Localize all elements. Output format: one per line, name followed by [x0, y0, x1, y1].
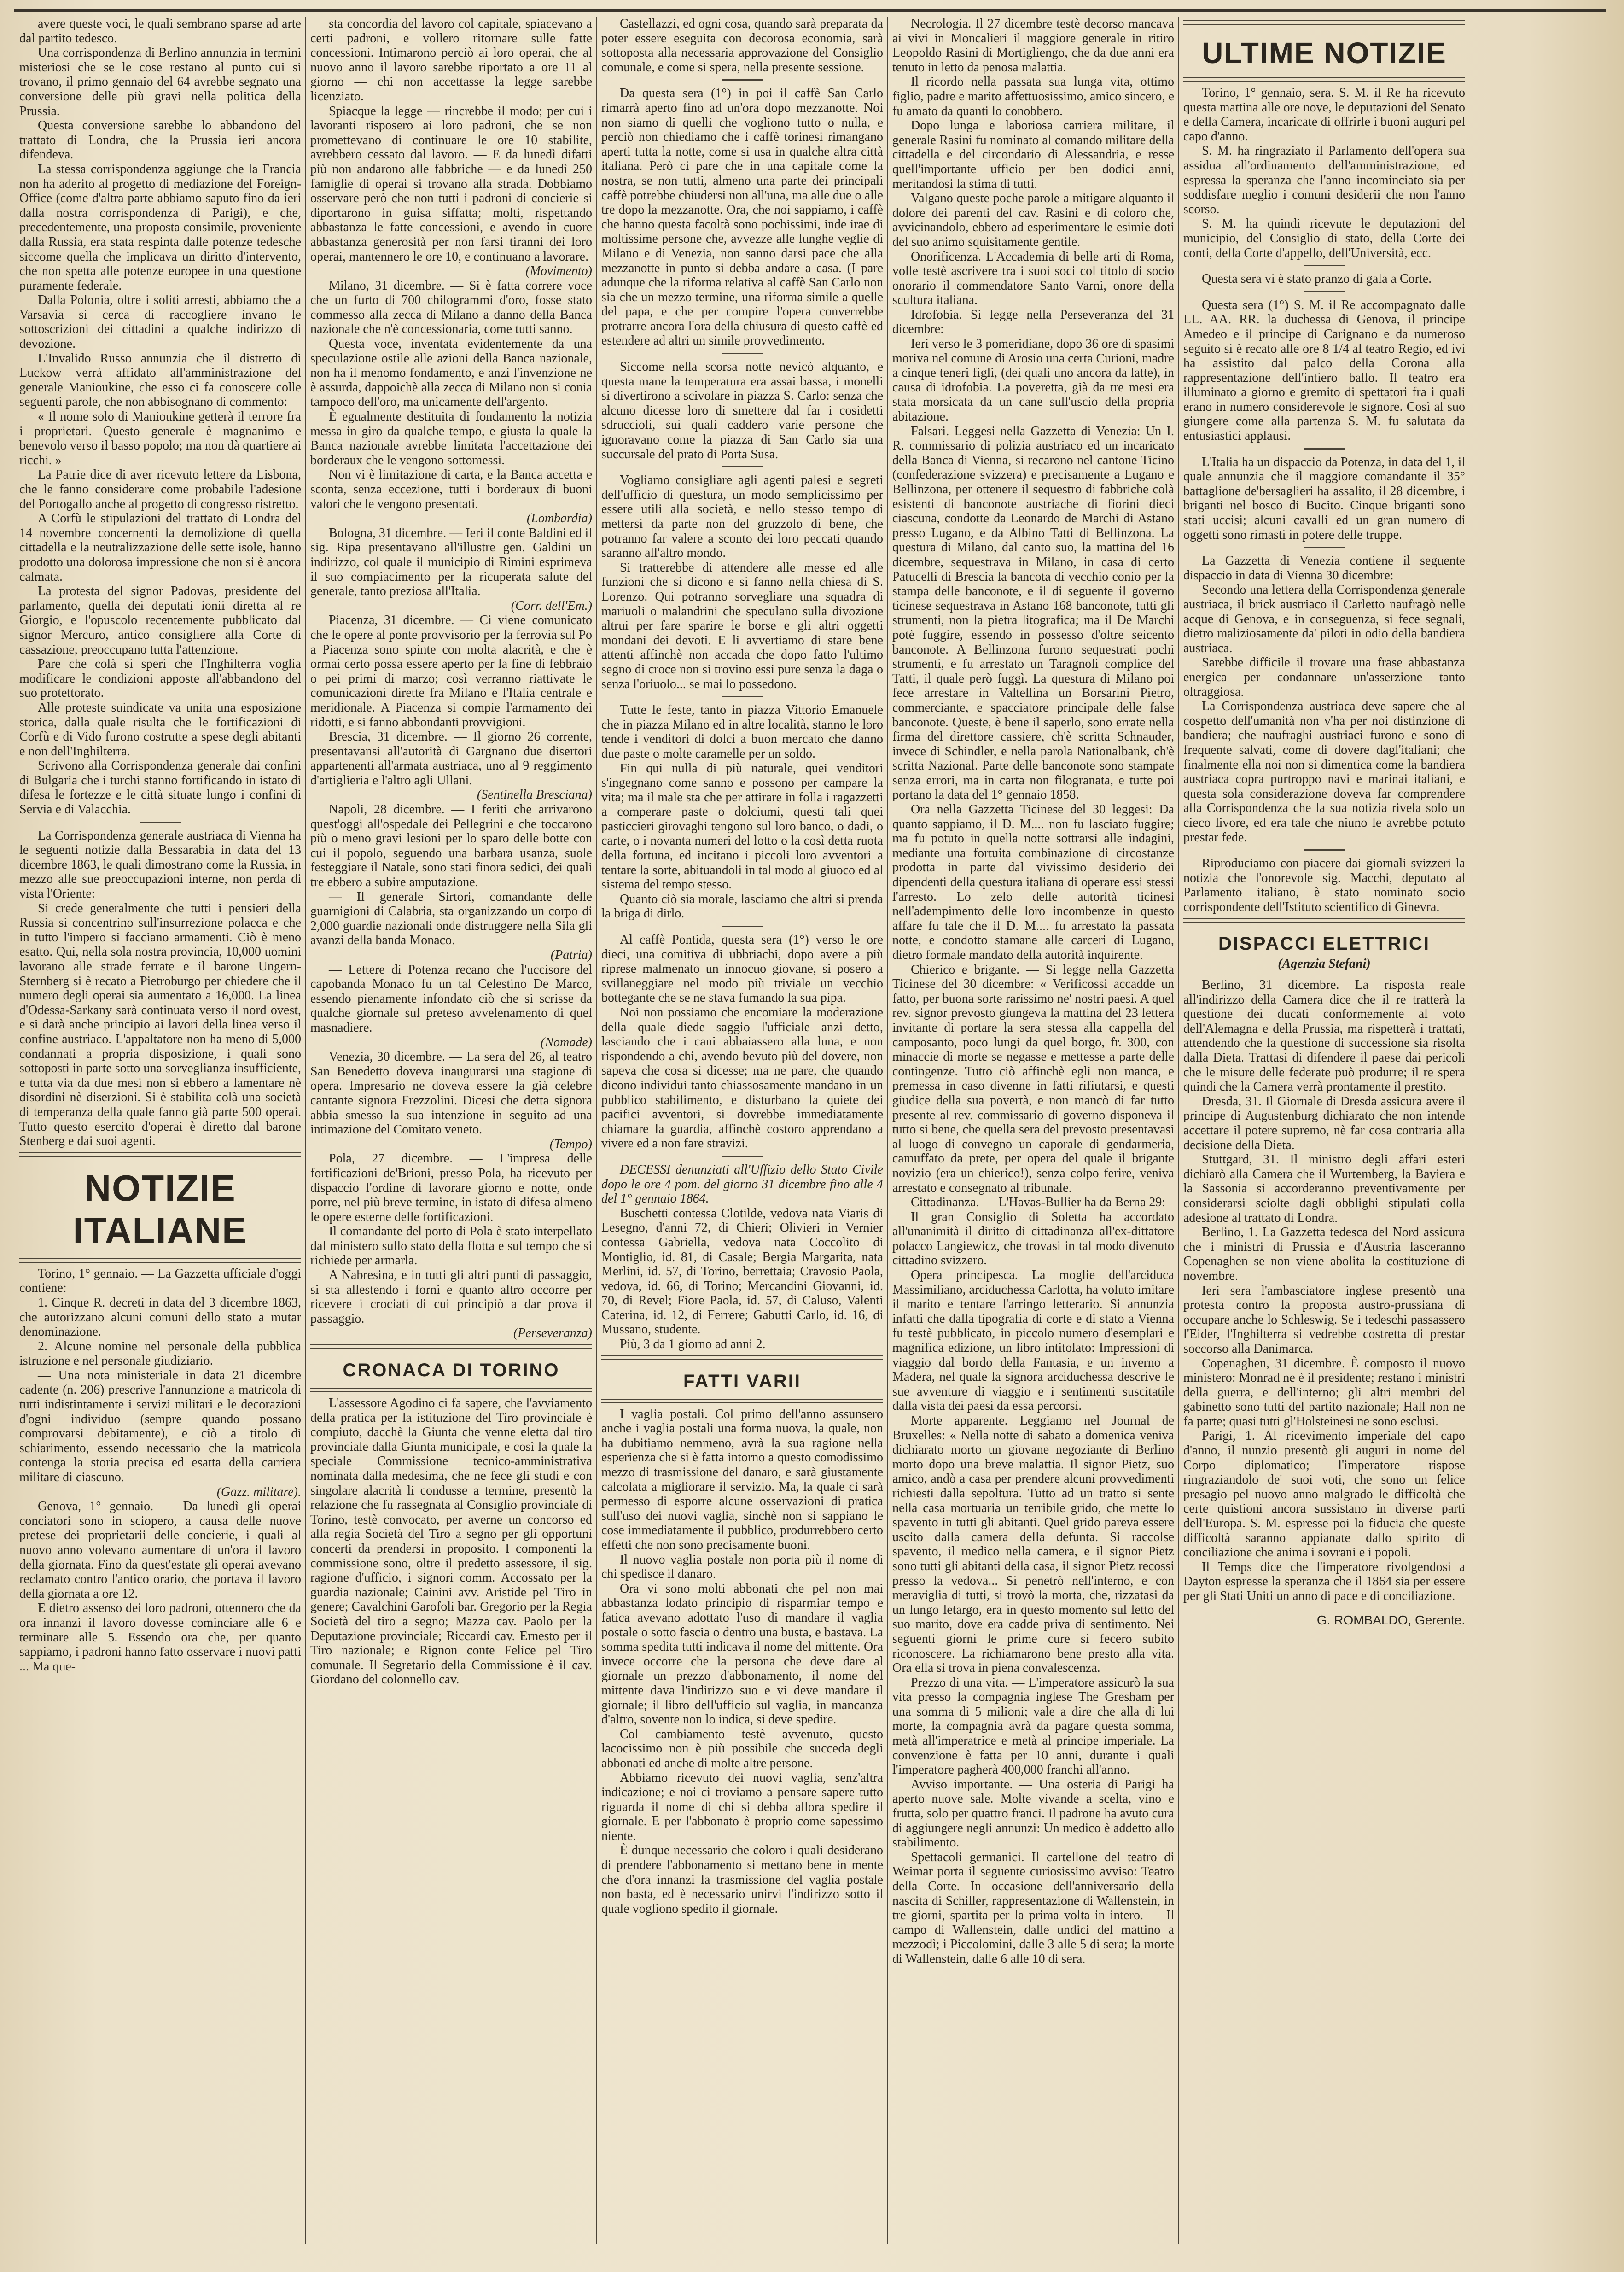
paragraph: L'assessore Agodino ci fa sapere, che l'avviamento della pratica per la istituzione del Tiro provinciale è compiuto, dacchè la Giunta che venne eletta dal tiro provinciale dalla Giunta municipale, e così la quale la speciale Commissione tecnico-amministrativa nominata dalla medesima, che ne fece gli studi e con singolare alacrità li condusse a termine, presentò la relazione che fu rassegnata al Consiglio provinciale di Torino, testè convocato, per averne un concorso ed alla regia Società del Tiro a segno per gli opportuni concerti da prendersi in proposito. I componenti la commissione sono, oltre il predetto assessore, il sig. ragione d'ufficio, i signori comm. Accossato per la guardia nazionale; Cainini avv. Aristide pel Tiro in genere; Cavalchini Garofoli bar. Gregorio per la Regia Società del tiro a segno; Mazza cav. Paolo per la Deputazione provinciale; Riccardi cav. Ernesto per il Tiro nazionale; e Rignon conte Felice pel Tiro comunale. Il Segretario della Commissione è il cav. Giordano del colonnello cav. — [310, 1396, 592, 1687]
paragraph: Col cambiamento testè avvenuto, questo lacocissimo non è più possibile che succeda degli abbonati ed anche di molte altre persone. — [601, 1727, 883, 1770]
paragraph: Napoli, 28 dicembre. — I feriti che arrivarono quest'oggi all'ospedale dei Pellegrini e che toccarono più o meno gravi lesioni per lo sparo delle botte con cui il popolo, seguendo una barbara usanza, suole festeggiare il Natale, sono stati finora sedici, dei quali tre ebbero a subire amputazione. — [310, 802, 592, 890]
paragraph: La stessa corrispondenza aggiunge che la Francia non ha aderito al progetto di mediazione del Foreign-Office (come d'altra parte abbiamo saputo fino da ieri dalla nostra corrispondenza di Parigi), e che, precedentemente, una proposta consimile, proveniente dalla Russia, era stata respinta dalle potenze tedesche siccome quella che implicava un diritto d'intervento, che non spetta alle potenze europee in una questione puramente federale. — [19, 162, 301, 293]
paragraph: Morte apparente. Leggiamo nel Journal de Bruxelles: « Nella notte di sabato a domenica veniva dichiarato morto un giovane negoziante di Berlino morto dopo una breve malattia. Il signor Pietz, suo amico, andò a casa per prendere alcuni provvedimenti richiesti dalla sepoltura. Tutto ad un tratto si sente nella casa mortuaria un terribile grido, che mette lo spavento in tutti gli abitanti. Quel grido pareva essere uscito dalla camera della defunta. Si raccolse spavento, il medico nella camera, e il signor Pietz sono tutti gli abitanti della casa, il signor Pietz recossi presso la vedova... Si penetrò nell'interno, e con meraviglia di tutti, si trovò la morta, che, rizzatasi da un lungo letargo, era in questo momento sul letto del suo marito, dove era cadde priva di sentimento. Nei seguenti giorni le prime cure si fecero subito riconoscere. La richiamarono bene presto alla vita. Ora ella si trova in piena convalescenza. — [892, 1413, 1174, 1676]
paragraph: Secondo una lettera della Corrispondenza generale austriaca, il brick austriaco il Carletto naufragò nelle acque di Genova, e in conseguenza, si fece segnali, dietro maliziosamente da' piloti in odio della bandiera austriaca. — [1183, 583, 1465, 655]
paragraph: Al caffè Pontida, questa sera (1°) verso le ore dieci, una comitiva di ubbriachi, dopo avere a più riprese malmenato un innocuo giovane, si posero a svillaneggiare nel modo più triviale un vecchio bottegante che se ne stava fumando la sua pipa. — [601, 933, 883, 1005]
paragraph: Genova, 1° gennaio. — Da lunedì gli operai conciatori sono in sciopero, a causa delle nuove pretese dei proprietarii delle concierie, i quali al nuovo anno volevano aumentare di un'ora il lavoro della giornata. Fino da quest'estate gli operai avevano reclamato contro l'antico orario, che portava il lavoro della giornata a ore 12. — [19, 1499, 301, 1601]
source-citation: (Lombardia) — [526, 511, 592, 526]
paragraph: 1. Cinque R. decreti in data del 3 dicembre 1863, che autorizzano alcuni comuni dello stato a mutar denominazione. — [19, 1295, 301, 1339]
paragraph: Berlino, 31 dicembre. La risposta reale all'indirizzo della Camera dice che il re tratterà la questione dei ducati conformemente al voto dell'Alemagna e della Prussia, ma rispetterà i trattati, attendendo che la questione di successione sia risolta dalla Dieta. Trattasi di difendere il paese dai pericoli che le misure delle federate può produrre; il re spera quindi che la Camera verrà prontamente il prestito. — [1183, 978, 1465, 1094]
paragraph: Dresda, 31. Il Giornale di Dresda assicura avere il principe di Augustenburg dichiarato che non intende accettare il potere supremo, nè far cosa contraria alla decisione della Dieta. — [1183, 1094, 1465, 1152]
paragraph: E dietro assenso dei loro padroni, ottennero che da ora innanzi il lavoro dovesse cominciare alle 6 e terminare alle 5. Essendo ora che, per quanto sappiamo, i padroni hanno fatto osservare i nuovi patti ... Ma que- — [19, 1601, 301, 1674]
paragraph: Dalla Polonia, oltre i soliti arresti, abbiamo che a Varsavia si cerca di raccogliere invano le sottoscrizioni dei cittadini a qualche indirizzo di devozione. — [19, 293, 301, 351]
paragraph: Il comandante del porto di Pola è stato interpellato dal ministero sullo stato della flotta e sul tempo che si richiede per armarla. — [310, 1224, 592, 1268]
section-rule — [1183, 918, 1465, 923]
paragraph: Torino, 1° gennaio. — La Gazzetta ufficiale d'oggi contiene: — [19, 1266, 301, 1296]
paragraph: La Corrispondenza austriaca deve sapere che al cospetto dell'umanità non v'ha per noi distinzione di bandiera; che naufraghi austriaci furono e sono di frequente salvati, come di dovere dagl'italiani; che finalmente ella noi non si dimentica come la bandiera austriaca copra purtroppo navi e marinai italiani, e questa sola considerazione doveva far comprendere alla Corrispondenza che la sua notizia rivela solo un cieco livore, ed era tale che niuno le avrebbe potuto prestar fede. — [1183, 699, 1465, 845]
paragraph: La Gazzetta di Venezia contiene il seguente dispaccio in data di Vienna 30 dicembre: — [1183, 554, 1465, 583]
paragraph: Questa conversione sarebbe lo abbandono del trattato di Londra, che la Prussia ieri ancora difendeva. — [19, 118, 301, 162]
paragraph: S. M. ha quindi ricevute le deputazioni del municipio, del Consiglio di stato, della Corte dei conti, della Corte d'appello, dell'Università, ecc. — [1183, 216, 1465, 260]
paragraph: Il gran Consiglio di Soletta ha accordato all'unanimità il diritto di cittadinanza all'ex-dittatore polacco Langiewicz, che trovasi in tal modo divenuto cittadino svizzero. — [892, 1209, 1174, 1268]
separator — [722, 1156, 763, 1157]
paragraph: Brescia, 31 dicembre. — Il giorno 26 corrente, presentavansi all'autorità di Gargnano due disertori appartenenti all'armata austriaca, uno al 9 reggimento d'artiglieria e l'altro agli Ullani. — [310, 730, 592, 788]
col1-italian-news — [19, 1267, 301, 1674]
paragraph: Buschetti contessa Clotilde, vedova nata Viaris di Lesegno, d'anni 72, di Chieri; Olivieri in Vernier contessa Gabriella, vedova nata Coccolito di Montiglio, id. 81, di Casale; Bergia Margarita, nata Merlini, id. 57, di Torino, berrettaia; Cravosio Paola, vedova, id. 66, di Torino; Mercandini Giovanni, id. 70, di Revel; Fiore Paola, id. 57, di Caluso, Valenti Caterina, id. 12, di Ferrere; Gabutti Carlo, id. 16, di Mussano, studente. — [601, 1206, 883, 1337]
separator — [722, 466, 763, 467]
section-title-dispacci-elettrici: DISPACCI ELETTRICI — [1218, 934, 1430, 954]
paragraph: Il ricordo nella passata sua lunga vita, ottimo figlio, padre e marito affettuosissimo, amico sincero, e fu amato da quanti lo conobbero. — [892, 75, 1174, 118]
paragraph: Non vi è limitazione di carta, e la Banca accetta e sconta, senza eccezione, tutti i borderaux di buoni valori che le vengono presentati. — [310, 467, 592, 511]
source-citation: (Tempo) — [549, 1137, 592, 1151]
source-citation: (Patria) — [550, 948, 592, 962]
paragraph: Si crede generalmente che tutti i pensieri della Russia si concentrino sull'insurrezione polacca e che in tutto l'impero si facciano armamenti. Ciò è meno esatto. Qui, nella sola nostra provincia, 10,000 uomini lavorano alle strade ferrate e il barone Ungern-Sternberg si è recato a Pietroburgo per chiedere che il numero degli operai sia aumentato a 16,000. La linea d'Odessa-Sarkany sarà continuata verso il nord ovest, e si darà anche principio ai lavori della linea verso il confine austriaco. L'appaltatore non ha meno di 5,000 condannati a propria disposizione, i quali sono sottoposti in parte sotto una sorveglianza insufficiente, e tutta via da due mesi non si ebbero a lamentare nè disordini nè diserzioni. Si è stabilita colà una società di temperanza della quale fanno già parte 500 operai. Tutto questo esercito d'operai è diretto dal barone Stenberg e dai suoi agenti. — [19, 901, 301, 1149]
separator — [722, 353, 763, 354]
top-border-rule — [14, 9, 1606, 12]
paragraph: I vaglia postali. Col primo dell'anno assunsero anche i vaglia postali una forma nuova, la quale, non ha dubitiamo nemmeno, avrà la sua ragione nella esperienza che si è fatta intorno a questo comodissimo mezzo di trasmissione del danaro, e sarà giustamente calcolata a migliorare il servizio. Ma, la quale ci sarà permesso di esporre alcune osservazioni di pratica sull'uso dei nuovi vaglia, sinchè non si sappiano le cose immediatamente il pubblico, produrrebbero certo effetti che non sono precisamente buoni. — [601, 1407, 883, 1552]
column-5 — [1183, 17, 1465, 2244]
paragraph: Falsari. Leggesi nella Gazzetta di Venezia: Un I. R. commissario di polizia austriaco ed un incaricato della Banca di Vienna, si recarono nel cantone Ticino (confederazione svizzera) e precisamente a Lugano e Bellinzona, per ottenere il sequestro di fabbriche colà esistenti di banconote austriache di fiorini dieci ciascuna, condotte da Leonardo de Marchi di Astano presso Lugano, e da Albino Tatti di Bellinzona. La questura di Milano, dal canto suo, la mattina del 16 dicembre, sequestrava in Milano, in casa di certo Patucelli di Brescia la bancota di vecchio conio per la stampa delle banconote, e il di seguente il governo ticinese sequestrava in Astano 168 banconote, tutti gli strumenti, non la pietra litografica; ma il De Marchi potè fuggire, essendo in possesso d'oltre seicento banconote. A Bellinzona furono sequestrati pochi strumenti, e fu arrestato un Taragnoli complice del Tatti, il quale però fuggì. La questura di Milano poi fece arrestare in Valtellina un Borsarini Pietro, commerciante, e spacciatore principale delle false banconote. Queste, è bene il saperlo, sono errate nella firma del direttore cassiere, ch'è scritta Schnauder, invece di Schindler, e nella parola Nationalbank, ch'è scritta Nazional. Parte delle banconote sono stampate senza errori, ma in carta non filogranata, e tutte poi portano la data del 1° gennaio 1858. — [892, 424, 1174, 802]
paragraph: Il Temps dice che l'imperatore rivolgendosi a Dayton espresse la speranza che il 1864 sia per essere per gli Stati Uniti un anno di pace e di conciliazione. — [1183, 1559, 1465, 1603]
paragraph: Bologna, 31 dicembre. — Ieri il conte Baldini ed il sig. Ripa presentavano all'illustre gen. Galdini un indirizzo, col quale il municipio di Rimini esprimeva il suo compiacimento per la ricuperata salute del generale, tanto preziosa all'Italia. — [310, 526, 592, 599]
paragraph: Ora nella Gazzetta Ticinese del 30 leggesi: Da quanto sappiamo, il D. M.... non fu lasciato fuggire; ma fu potuto in quella notte sottrarsi alle indagini, mediante una fortuita combinazione di circostanze prodotta in parte dal vivissimo desiderio dei dipendenti della questura italiana di operare essi stessi l'arresto. Lo zelo delle autorità ticinesi nell'adempimento delle loro incombenze in questo affare fu tale che il D. M.... fu arrestato la passata notte, e condotto stamane alle carceri di Lugano, dietro formale mandato della autorità inquirente. — [892, 802, 1174, 962]
paragraph: « Il nome solo di Manioukine getterà il terrore fra i proprietari. Questo generale è magnanimo e benevolo verso il basso popolo; ma non dà quartiere ai ricchi. » — [19, 409, 301, 467]
paragraph: Valgano queste poche parole a mitigare alquanto il dolore dei parenti del cav. Rasini e di coloro che, avvicinandolo, ebbero ad esperimentare le esimie doti del suo animo squisitamente gentile. — [892, 191, 1174, 249]
section-rule — [1183, 77, 1465, 82]
section-rule — [19, 1152, 301, 1157]
paragraph: Questa voce, inventata evidentemente da una speculazione ostile alle azioni della Banca nazionale, non ha il menomo fondamento, e anzi l'invenzione ne è assurda, dappoichè alla zecca di Milano non si conia tampoco dell'oro, ma unicamente dell'argento. — [310, 337, 592, 409]
paragraph: Più, 3 da 1 giorno ad anni 2. — [620, 1337, 766, 1352]
paragraph: 2. Alcune nomine nel personale della pubblica istruzione e nel personale giudiziario. — [19, 1339, 301, 1368]
separator — [722, 696, 763, 697]
paragraph: A Nabresina, e in tutti gli altri punti di passaggio, si sta allestendo i forni e quanto altro occorre per ricevere i crociati di cui principiò a dar prova il passaggio. — [310, 1268, 592, 1326]
paragraph: Copenaghen, 31 dicembre. È composto il nuovo ministero: Monrad ne è il presidente; restano i ministri della guerra, e dell'interno; gli altri membri del gabinetto sono tutti del partito nazionale; Hall non ne fa parte; quasi tutti gl'Holsteinesi ne sono esclusi. — [1183, 1356, 1465, 1429]
source-citation: (Movimento) — [525, 264, 592, 279]
separator — [1304, 849, 1345, 851]
paragraph: Necrologia. Il 27 dicembre testè decorso mancava ai vivi in Moncalieri il maggiore generale in ritiro Leopoldo Rasini di Mortigliengo, che da due anni era tenuto in letto da penosa malattia. — [892, 17, 1174, 75]
paragraph: Dopo lunga e laboriosa carriera militare, il generale Rasini fu nominato al comando militare della cittadella e del circondario di Alessandria, e resse quell'importante ufficio per ben dodici anni, meritandosi la stima di tutti. — [892, 118, 1174, 191]
paragraph: Questa sera (1°) S. M. il Re accompagnato dalle LL. AA. RR. la duchessa di Genova, il principe Amedeo e il principe di Carignano e da numeroso seguito si è recato alle ore 8 1/4 al teatro Regio, ed ivi ha assistito dal palco della Corona alla rappresentazione dell'intiero ballo. Il teatro era illuminato a giorno e gremito di spettatori fra i quali erano in numero considerevole le signore. Così al suo giungere come alla partenza S. M. fu salutata da entusiastici applausi. — [1183, 298, 1465, 444]
paragraph: Quanto ciò sia morale, lasciamo che altri si prenda la briga di dirlo. — [601, 892, 883, 921]
paragraph: Spiacque la legge — rincrebbe il modo; per cui i lavoranti risposero ai loro padroni, che se non promettevano di continuare le ore 10 stabilite, avrebbero cessato dal lavoro. — E da lunedì difatti più non andarono alle fabbriche — e da lunedì 250 famiglie di operai si trovano alla strada. Dobbiamo osservare però che non tutti i padroni di concierie si diportarono in guisa siffatta; molti, rispettando abbastanza le fatte concessioni, e avendo in cuore abbastanza generosità per non farsi tiranni dei loro operai, mantennero le ore 10, e continuano a lavorare. — [310, 104, 592, 264]
section-title-fatti-varii: FATTI VARII — [683, 1371, 801, 1391]
source-citation: (Perseveranza) — [513, 1326, 592, 1341]
section-rule — [310, 1388, 592, 1392]
paragraph: Milano, 31 dicembre. — Si è fatta correre voce che un furto di 700 chilogrammi d'oro, fosse stato commesso alla zecca di Milano a danno della Banca nazionale che n'è concessionaria, come tutti sanno. — [310, 278, 592, 337]
paragraph: Onorificenza. L'Accademia di belle arti di Roma, volle testè ascrivere tra i suoi soci col titolo di socio onorario il commendatore Santo Varni, onore della scultura italiana. — [892, 249, 1174, 308]
paragraph: L'Invalido Russo annunzia che il distretto di Luckow verrà affidato all'amministrazione del generale Manioukine, che esso ci fa conoscere colle seguenti parole, che non abbisognano di commento: — [19, 351, 301, 409]
paragraph: — Il generale Sirtori, comandante delle guarnigioni di Calabria, sta organizzando un corpo di 2,000 guardie nazionali onde distruggere nella Sila gli avanzi della banda Monaco. — [310, 889, 592, 948]
source-citation: (Sentinella Bresciana) — [477, 788, 592, 802]
paragraph: Sarebbe difficile il trovare una frase abbastanza energica per condannare un'asserzione tanto oltraggiosa. — [1183, 655, 1465, 699]
column-rule — [305, 17, 306, 2244]
source-citation: (Nomade) — [541, 1035, 592, 1050]
paragraph: Vogliamo consigliare agli agenti palesi e segreti dell'ufficio di questura, un modo semplicissimo per essere utili alla società, e nello stesso tempo di mettersi da parte non del gruzzolo di bene, che potranno far valere a sconto dei loro peccati quando saranno all'altro mondo. — [601, 473, 883, 561]
separator — [1304, 547, 1345, 548]
paragraph: È dunque necessario che coloro i quali desiderano di prendere l'abbonamento si mettano bene in mente che d'ora innanzi la trasmissione del vaglia postale non basta, ed è necessario unirvi l'indirizzo sotto il quale vogliono spedito il giornale. — [601, 1843, 883, 1916]
paragraph: Questa sera vi è stato pranzo di gala a Corte. — [1202, 272, 1432, 286]
separator — [1304, 291, 1345, 292]
column-rule — [596, 17, 597, 2244]
paragraph: — Una nota ministeriale in data 21 dicembre cadente (n. 206) prescrive l'annunzione a matricola di tutti indistintamente i servizi militari e le decorazioni d'ogni individuo (sempre quando possano comprovarsi debitamente), e ciò a titolo di schiarimento, essendo necessario che la matricola contenga la storia precisa ed esatta della carriera militare di ciascuno. — [19, 1368, 301, 1485]
separator — [1304, 265, 1345, 266]
separator — [1304, 448, 1345, 450]
paragraph: È egualmente destituita di fondamento la notizia messa in giro da qualche tempo, e giusta la quale la Banca nazionale avrebbe limitata l'accettazione dei borderaux che le vengono sottomessi. — [310, 409, 592, 467]
paragraph: Pola, 27 dicembre. — L'impresa delle fortificazioni de'Brioni, presso Pola, ha ricevuto per dispaccio l'ordine di lavorare giorno e notte, onde porre, nel più breve termine, in istato di difesa almeno le opere esterne delle fortificazioni. — [310, 1151, 592, 1224]
paragraph: Fin qui nulla di più naturale, quei venditori s'ingegnano come sanno e possono per campare la vita; ma il male sta che per attirare in folla i ragazzetti a comperare paste o dolciumi, questi tali quei pasticcieri girovaghi tengono sul loro banco, o dadi, o carte, o i novanta numeri del lotto o la così detta ruota della fortuna, ed incitano i piccoli loro avventori a tentare la sorte, abituandoli in tal modo al giuoco ed al sistema del tempo stesso. — [601, 761, 883, 892]
paragraph: L'Italia ha un dispaccio da Potenza, in data del 1, il quale annunzia che il maggiore comandante il 35° battaglione de'bersaglieri ha assalito, il 28 dicembre, i briganti nel bosco di Bucito. Cinque briganti sono stati uccisi; alcuni cavalli ed un gran numero di oggetti sono rimasti in potere delle truppe. — [1183, 455, 1465, 542]
section-rule — [601, 1355, 883, 1360]
column-rule — [887, 17, 888, 2244]
column-2 — [310, 17, 592, 2244]
section-title-notizie-italiane: NOTIZIE ITALIANE — [73, 1167, 248, 1251]
paragraph: Torino, 1° gennaio, sera. S. M. il Re ha ricevuto questa mattina alle ore nove, le deputazioni del Senato e della Camera, incaricate di offrirle i buoni auguri pel capo d'anno. — [1183, 86, 1465, 144]
paragraph: Opera principesca. La moglie dell'arciduca Massimiliano, arciduchessa Carlotta, ha voluto imitare il marito e tentare l'arringo letterario. Si annunzia infatti che dalla tipografia di corte e di stato a Vienna fu testè pubblicato, in piccolo numero d'esemplari e magnifica edizione, un libro intitolato: Impressioni di viaggio dal bordo della Fantasia, e un inverno a Madera, nel quale la signora arciduchessa descrive le sue avventure di viaggio e i sentimenti suscitatile dalla vista dei paesi da essa percorsi. — [892, 1268, 1174, 1413]
column-rule — [1178, 17, 1179, 2244]
paragraph: Cittadinanza. — L'Havas-Bullier ha da Berna 29: — [911, 1195, 1166, 1210]
separator — [722, 926, 763, 927]
column-1 — [19, 17, 301, 2244]
paragraph: Prezzo di una vita. — L'imperatore assicurò la sua vita presso la compagnia inglese The Gresham per una somma di 5 milioni; vale a dire che alla di lui morte, la compagnia avrà da pagare questa somma, metà all'imperatrice e metà al principe imperiale. La convenzione è fatta per 10 anni, durante i quali l'imperatore pagherà 400,000 franchi all'anno. — [892, 1675, 1174, 1777]
separator — [722, 79, 763, 81]
paragraph: Venezia, 30 dicembre. — La sera del 26, al teatro San Benedetto doveva inaugurarsi una stagione di opera. Impresario ne doveva essere la già celebre cantante signora Frezzolini. Dicesi che detta signora abbia smesso la sua intenzione in seguito ad una intimazione del Comitato veneto. — [310, 1050, 592, 1137]
paragraph: S. M. ha ringraziato il Parlamento dell'opera sua assidua all'ordinamento dell'amministrazione, ed espressa la speranza che l'anno incominciato sia per soddisfare meglio i comuni desiderii che non l'anno scorso. — [1183, 144, 1465, 216]
paragraph: La protesta del signor Padovas, presidente del parlamento, quella dei deputati ionii diretta al re Giorgio, e l'opuscolo recentemente pubblicato dal signor Mercuro, antico consigliere alla Corte di cassazione, preoccupano tutta l'attenzione. — [19, 584, 301, 657]
paragraph: — Lettere di Potenza recano che l'uccisore del capobanda Monaco fu un tal Celestino De Marco, essendo pienamente infondato ciò che si scrisse da qualche giornale sul preteso avvelenamento di quel masnadiere. — [310, 962, 592, 1035]
gerente-signature: G. ROMBALDO, Gerente. — [1316, 1612, 1465, 1627]
section-title-cronaca-di-torino: CRONACA DI TORINO — [343, 1360, 560, 1381]
paragraph: Castellazzi, ed ogni cosa, quando sarà preparata da poter essere eseguita con decorosa economia, sarà sottoposta alla necessaria approvazione del Consiglio comunale, e come si spera, nella presente sessione. — [601, 17, 883, 75]
paragraph: Il nuovo vaglia postale non porta più il nome di chi spedisce il danaro. — [601, 1552, 883, 1582]
paragraph: Pare che colà si speri che l'Inghilterra voglia modificare le condizioni apposte all'abbandono del suo protettorato. — [19, 657, 301, 701]
paragraph: Parigi, 1. Al ricevimento imperiale del capo d'anno, il nunzio presentò gli auguri in nome del Corpo diplomatico; l'imperatore rispose ringraziandolo de' suoi voti, che sono un felice presagio pel nuovo anno malgrado le difficoltà che certe quistioni ancora sussistano in diverse parti dell'Europa. S. M. espresse poi la fiducia che queste difficoltà saranno appianate dallo spirito di conciliazione che anima i sovrani e i popoli. — [1183, 1429, 1465, 1560]
paragraph: Chierico e brigante. — Si legge nella Gazzetta Ticinese del 30 dicembre: « Verificossi accadde un fatto, per buona sorte rarissimo ne' nostri paesi. A quel rev. signor prevosto giungeva la mattina del 23 lettera invitante di portare la sera stessa alla cappella del camposanto, poco lungi da quel borgo, fr. 300, con minaccie di morte se negasse e mettesse a parte delle contingenze. Tutto ciò affinchè egli non manca, e premessa in caso divenne in fatti rifiutarsi, e questi giudice della sua povertà, e non mancò di far tutto presente al rev. commissario di governo disponeva il tutto si bene, che quella sera del prevosto presentavasi al luogo di convegno un caporale di gendarmeria, camuffato da prete, per opera del quale il brigante novizio (era un chierico!), senza colpo ferire, veniva arrestato e consegnato al tribunale. — [892, 962, 1174, 1195]
col1-articles — [19, 17, 301, 1149]
paragraph: Avviso importante. — Una osteria di Parigi ha aperto nuove sale. Molte vivande a scelta, vino e frutta, solo per quattro franci. Il padrone ha avuto cura di aggiungere negli annunzi: Un medico è addetto allo stabilimento. — [892, 1777, 1174, 1850]
section-rule — [1183, 20, 1465, 25]
paragraph: Stuttgard, 31. Il ministro degli affari esteri dichiarò alla Camera che il Wurtemberg, la Baviera e la Sassonia si accorderanno preventivamente per considerarsi sciolte dagli obblighi stipulati colla adesione al trattato di Londra. — [1183, 1152, 1465, 1225]
paragraph: Scrivono alla Corrispondenza generale dai confini di Bulgaria che i turchi stanno fortificando in istato di difesa le fortezze e le città situate lungo i confini di Servia e di Valacchia. — [19, 759, 301, 817]
section-subtitle-agenzia-stefani: (Agenzia Stefani) — [1278, 957, 1371, 971]
column-4 — [892, 17, 1174, 2244]
column-3 — [601, 17, 883, 2244]
paragraph: Riproduciamo con piacere dai giornali svizzeri la notizia che l'onorevole sig. Macchi, deputato al Parlamento italiano, è stato nominato socio corrispondente dell'Istituto scientifico di Ginevra. — [1183, 856, 1465, 914]
paragraph: Tutte le feste, tanto in piazza Vittorio Emanuele che in piazza Milano ed in altre località, stanno le loro tende i venditori di dolci a buon mercato che danno due paste o molte caramelle per un soldo. — [601, 703, 883, 761]
section-title-ultime-notizie: ULTIME NOTIZIE — [1202, 36, 1447, 70]
paragraph: Si tratterebbe di attendere alle messe ed alle funzioni che si dicono e si fanno nella chiesa di S. Lorenzo. Qui potranno sorvegliare una squadra di mariuoli o malandrini che speculano sulla divozione altrui per fare sparire le borse e gli altri oggetti mondani dei devoti. E li avvertiamo di stare bene attenti affinchè non accada che dopo fatto l'ultimo segno di croce non si trovino essi pure senza la daga o senza l'oriuolo... se mai lo possedono. — [601, 560, 883, 691]
paragraph: Noi non possiamo che encomiare la moderazione della quale diede saggio l'ufficiale anzi detto, lasciando che i cani abbaiassero alla luna, e non rispondendo a chi, avendo bevuto più del dovere, non sapeva che cosa si dicesse; ma ne pare, che quando dicono individui tanto chiassosamente mandano in un pubblico stabilimento, e disturbano la quiete dei pacifici avventori, si dovrebbe immediatamente chiamare la guardia, affinchè costoro apprendano a vivere ed a non fare stravizi. — [601, 1005, 883, 1151]
separator — [140, 822, 181, 823]
section-rule — [310, 1344, 592, 1349]
paragraph: sta concordia del lavoro col capitale, spiacevano a certi padroni, e vollero ritornare sulle fatte concessioni. Intimarono perciò ai loro operai, che al nuovo anno il lavoro sarebbe riportato a ore 11 al giorno — chi non accettasse la legge sarebbe licenziato. — [310, 17, 592, 104]
paragraph: Piacenza, 31 dicembre. — Ci viene comunicato che le opere al ponte provvisorio per la ferrovia sul Po a Piacenza sono spinte con molta alacrità, e che è ormai certo possa essere aperto per la fine di febbraio o pei primi di marzo; così verranno riattivate le comunicazioni dirette fra Milano e l'Italia centrale e meridionale. A Piacenza si compie l'armamento dei ridotti, e si fanno abbondanti provvigioni. — [310, 613, 592, 730]
paragraph: Ieri sera l'ambasciatore inglese presentò una protesta contro la proposta austro-prussiana di occupare anche lo Schleswig. Se i tedeschi passassero l'Eider, l'Inghilterra si vedrebbe costretta di prestar soccorso alla Danimarca. — [1183, 1283, 1465, 1356]
paragraph: Ora vi sono molti abbonati che pel non mai abbastanza lodato principio di risparmiar tempo e fatica avevano adottato l'uso di mandare il vaglia postale o sotto fascia o dentro una busta, e bastava. La somma spedita tutti indicava il nome del mittente. Ora invece occorre che la persona che deve dare al giornale un prezzo d'abbonamento, il nome del mittente dava l'indirizzo suo e vi deve mandare il giornale; il libro dell'ufficio sul vaglia, in mancanza d'altro, sovente non lo indica, si deve spedire. — [601, 1581, 883, 1727]
paragraph: La Corrispondenza generale austriaca di Vienna ha le seguenti notizie dalla Bessarabia in data del 13 dicembre 1863, le quali dimostrano come la Russia, in mezzo alle sue preoccupazioni interne, non perda di vista l'Oriente: — [19, 828, 301, 901]
paragraph: Da questa sera (1°) in poi il caffè San Carlo rimarrà aperto fino ad un'ora dopo mezzanotte. Noi non siamo di quelli che vogliono tutto o nulla, e perciò non chiediamo che i caffè torinesi rimangano aperti tutta la notte, come si usa in qualche altra città italiana. Però ci pare che in una capitale come la nostra, se non tutti, almeno una parte dei principali caffè potrebbe chiudersi non all'una, ma alle due o alle tre dopo la mezzanotte. Ora, che noi sappiamo, i caffè che hanno questa facoltà sono pochissimi, inde irae di moltissime persone che, avvezze alle lunghe veglie di Milano e di Venezia, non sanno darsi pace che alla mezzanotte in punto si debba andare a casa. (I pare adunque che la riforma relativa al caffè San Carlo non sia che un mezzo termine, una riforma simile a quelle del papa, e che per compire l'opera converrebbe protrarre ancora l'ora della chiusura di questo caffè ed estendere ad altri un simile provvedimento. — [601, 86, 883, 348]
paragraph: Ieri verso le 3 pomeridiane, dopo 36 ore di spasimi moriva nel comune di Arosio una certa Curioni, madre a cinque teneri figli, (dei quali uno ancora da latte), in causa di idrofobia. La poveretta, già da tre mesi era stata morsicata da un cane sull'uscio della propria abitazione. — [892, 337, 1174, 424]
paragraph: Berlino, 1. La Gazzetta tedesca del Nord assicura che i ministri di Prussia e d'Austria lasceranno Copenaghen se non viene abolita la costituzione di novembre. — [1183, 1225, 1465, 1283]
paragraph: avere queste voci, le quali sembrano sparse ad arte dal partito tedesco. — [19, 17, 301, 46]
paragraph: Abbiamo ricevuto dei nuovi vaglia, senz'altra indicazione; e noi ci troviamo a pensare sapere tutto riguarda il nome di chi si debba allora spedire il giornale. E per l'abbonato è proprio come sapessimo niente. — [601, 1770, 883, 1843]
paragraph: A Corfù le stipulazioni del trattato di Londra del 14 novembre concernenti la demolizione di quella cittadella e la neutralizzazione delle sette isole, hanno prodotto una dolorosa impressione che non si è ancora calmata. — [19, 511, 301, 584]
paragraph: Alle proteste suindicate va unita una esposizione storica, dalla quale risulta che le fortificazioni di Corfù e di Vido furono costrutte a spese degli abitanti e non dell'Inghilterra. — [19, 700, 301, 759]
paragraph: Spettacoli germanici. Il cartellone del teatro di Weimar porta il seguente curiosissimo avviso: Teatro della Corte. In occasione dell'anniversario della nascita di Schiller, rappresentazione di Wallenstein, in tre giorni, spartita per la prima volta in intero. — Il campo di Wallenstein, dalle undici del mattino a mezzodì; i Piccolomini, dalle 3 alle 5 di sera; la morte di Wallenstein, dalle 6 alle 10 di sera. — [892, 1850, 1174, 1966]
source-citation: (Corr. dell'Em.) — [511, 598, 592, 613]
source-citation: (Gazz. militare). — [216, 1484, 301, 1499]
section-rule — [601, 1399, 883, 1403]
paragraph: La Patrie dice di aver ricevuto lettere da Lisbona, che le fanno considerare come probabile l'adesione del Portogallo anche al progetto di congresso ristretto. — [19, 467, 301, 511]
paragraph: Siccome nella scorsa notte nevicò alquanto, e questa mane la temperatura era assai bassa, i monelli si divertirono a scivolare in piazza S. Carlo: senza che alcuno dicesse loro di smettere dal far i cosidetti sdruccioli, sui quali caddero varie persone che ignoravano come la piazza di San Carlo sia una succursale del prato di Porta Susa. — [601, 360, 883, 461]
paragraph: Idrofobia. Si legge nella Perseveranza del 31 dicembre: — [892, 307, 1174, 337]
decessi-heading: DECESSI denunziati all'Uffizio dello Stato Civile dopo le ore 4 pom. del giorno 31 dicembre fino alle 4 del 1° gennaio 1864. — [601, 1162, 883, 1206]
paragraph: Una corrispondenza di Berlino annunzia in termini misteriosi che se le cose restano al punto cui si trovano, il primo gennaio del 64 avrebbe segnato una conversione delle più gravi nella politica della Prussia. — [19, 46, 301, 118]
section-rule — [19, 1258, 301, 1263]
